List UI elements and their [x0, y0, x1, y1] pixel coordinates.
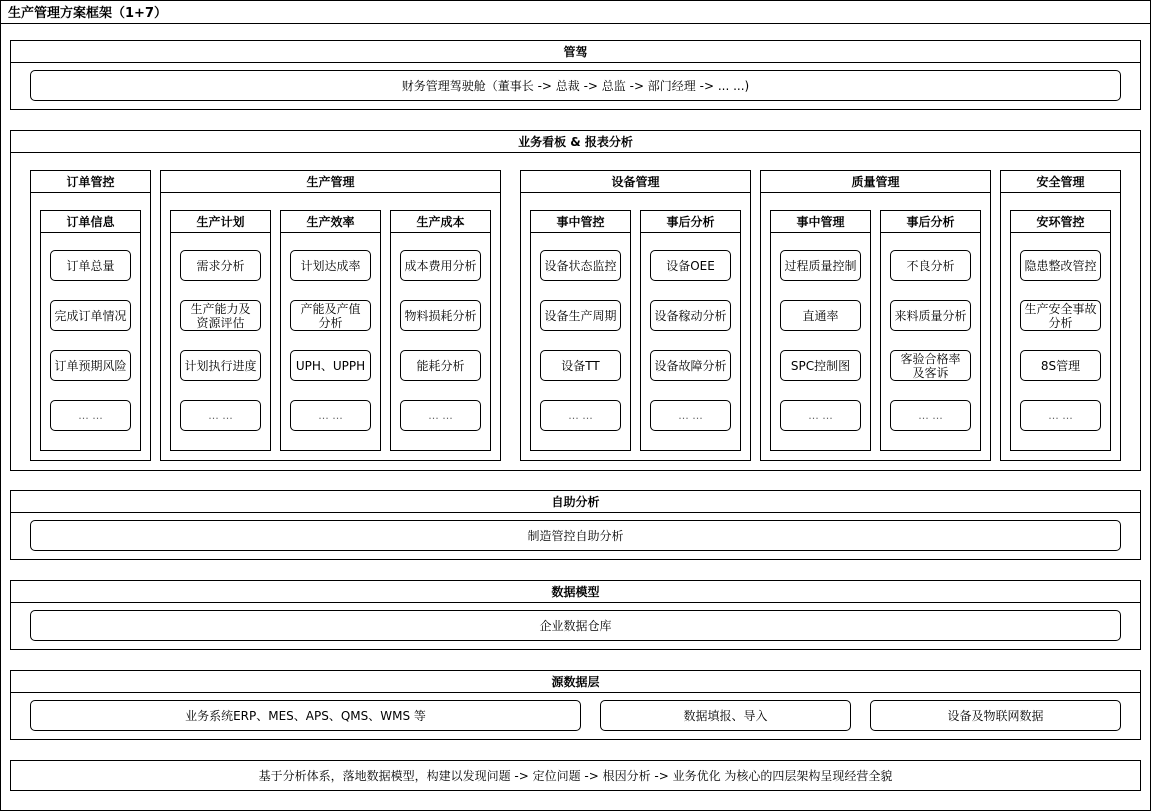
column-title: 生产效率	[280, 210, 381, 233]
metric-item: 订单预期风险	[50, 350, 131, 381]
page-title: 生产管理方案框架（1+7）	[0, 0, 1151, 24]
metric-item: 生产安全事故 分析	[1020, 300, 1101, 331]
metric-item: 完成订单情况	[50, 300, 131, 331]
metric-item: 设备OEE	[650, 250, 731, 281]
source-item-iot-data: 设备及物联网数据	[870, 700, 1121, 731]
data-model-item: 企业数据仓库	[30, 610, 1121, 641]
source-data-header: 源数据层	[10, 670, 1141, 693]
metric-item: 产能及产值 分析	[290, 300, 371, 331]
metric-item: ... ...	[400, 400, 481, 431]
column-title: 事后分析	[640, 210, 741, 233]
metric-item: ... ...	[780, 400, 861, 431]
metric-item: 设备稼动分析	[650, 300, 731, 331]
metric-item: 直通率	[780, 300, 861, 331]
group-title: 订单管控	[30, 170, 151, 193]
column-title: 生产计划	[170, 210, 271, 233]
metric-item: ... ...	[650, 400, 731, 431]
column-title: 事中管理	[770, 210, 871, 233]
metric-item: ... ...	[890, 400, 971, 431]
metric-item: 能耗分析	[400, 350, 481, 381]
metric-item: 设备生产周期	[540, 300, 621, 331]
self-service-item: 制造管控自助分析	[30, 520, 1121, 551]
column-title: 事后分析	[880, 210, 981, 233]
metric-item: 隐患整改管控	[1020, 250, 1101, 281]
cockpit-header: 管驾	[10, 40, 1141, 63]
metric-item: 成本费用分析	[400, 250, 481, 281]
metric-item: 设备TT	[540, 350, 621, 381]
metric-item: 来料质量分析	[890, 300, 971, 331]
self-service-header: 自助分析	[10, 490, 1141, 513]
metric-item: ... ...	[1020, 400, 1101, 431]
dashboard-header: 业务看板 & 报表分析	[10, 130, 1141, 153]
column-title: 生产成本	[390, 210, 491, 233]
metric-item: 设备状态监控	[540, 250, 621, 281]
source-item-business-systems: 业务系统ERP、MES、APS、QMS、WMS 等	[30, 700, 581, 731]
column-title: 安环管控	[1010, 210, 1111, 233]
column-title: 事中管控	[530, 210, 631, 233]
column-title: 订单信息	[40, 210, 141, 233]
group-title: 质量管理	[760, 170, 991, 193]
group-title: 安全管理	[1000, 170, 1121, 193]
metric-item: 客验合格率 及客诉	[890, 350, 971, 381]
metric-item: 物料损耗分析	[400, 300, 481, 331]
summary-footer: 基于分析体系，落地数据模型，构建以发现问题 -> 定位问题 -> 根因分析 -> 业务优化 为核心的四层架构呈现经营全貌	[10, 760, 1141, 791]
metric-item: ... ...	[180, 400, 261, 431]
metric-item: 生产能力及 资源评估	[180, 300, 261, 331]
metric-item: 不良分析	[890, 250, 971, 281]
metric-item: 订单总量	[50, 250, 131, 281]
metric-item: UPH、UPPH	[290, 350, 371, 381]
metric-item: 过程质量控制	[780, 250, 861, 281]
group-title: 生产管理	[160, 170, 501, 193]
metric-item: SPC控制图	[780, 350, 861, 381]
metric-item: ... ...	[540, 400, 621, 431]
metric-item: ... ...	[290, 400, 371, 431]
metric-item: 设备故障分析	[650, 350, 731, 381]
metric-item: 计划执行进度	[180, 350, 261, 381]
data-model-header: 数据模型	[10, 580, 1141, 603]
cockpit-item: 财务管理驾驶舱（董事长 -> 总裁 -> 总监 -> 部门经理 -> ... ...)	[30, 70, 1121, 101]
group-title: 设备管理	[520, 170, 751, 193]
metric-item: 需求分析	[180, 250, 261, 281]
source-item-data-entry: 数据填报、导入	[600, 700, 851, 731]
metric-item: 8S管理	[1020, 350, 1101, 381]
metric-item: 计划达成率	[290, 250, 371, 281]
metric-item: ... ...	[50, 400, 131, 431]
